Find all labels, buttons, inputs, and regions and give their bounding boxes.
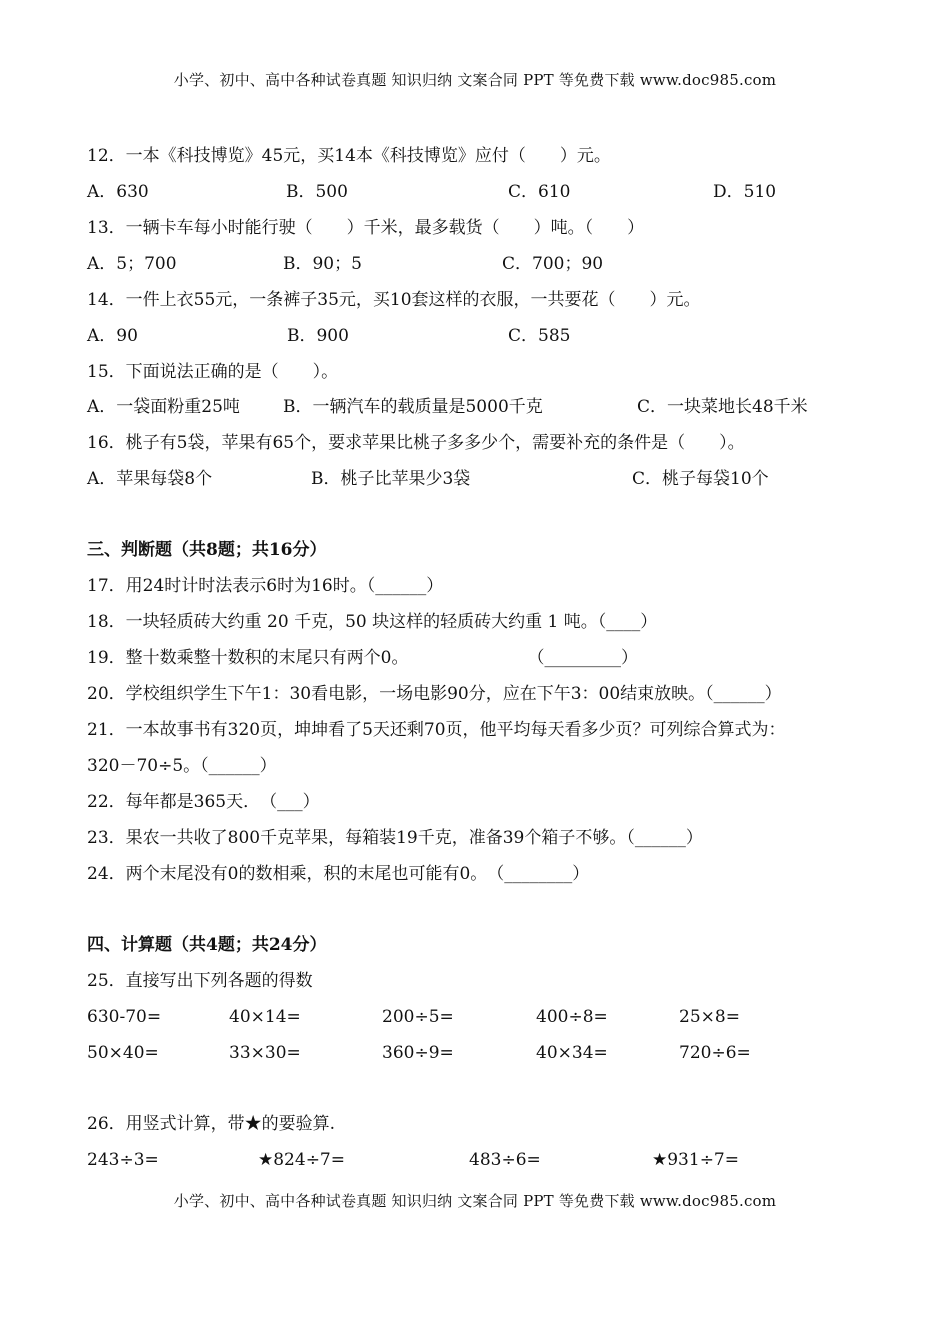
question-13-option-c: C．700；90 [502,254,604,274]
question-12-option-b: B．500 [286,182,348,202]
calc-cell: 360÷9= [382,1043,454,1063]
question-14-stem: 14．一件上衣55元，一条裤子35元，买10套这样的衣服，一共要花（ ）元。 [87,290,701,310]
calc-cell: 40×34= [536,1043,608,1063]
question-16-stem: 16．桃子有5袋，苹果有65个，要求苹果比桃子多多少个，需要补充的条件是（ ）。 [87,433,745,453]
question-17: 17．用24时计时法表示6时为16时。（______） [87,576,444,596]
question-15-option-b: B．一辆汽车的载质量是5000千克 [283,397,543,417]
question-13-option-a: A．5；700 [87,254,177,274]
calc-cell: 720÷6= [679,1043,751,1063]
question-13-option-b: B．90；5 [283,254,362,274]
calc-cell: 400÷8= [536,1007,608,1027]
section-3-title: 三、判断题（共8题；共16分） [87,540,327,560]
section-4-title: 四、计算题（共4题；共24分） [87,935,327,955]
question-19: 19．整十数乘整十数积的末尾只有两个0。 （_________） [87,648,638,668]
question-12-option-a: A．630 [87,182,149,202]
question-15-option-c: C．一块菜地长48千米 [637,397,808,417]
question-16-option-c: C．桃子每袋10个 [632,469,769,489]
calc-cell: 50×40= [87,1043,159,1063]
question-14-option-a: A．90 [87,326,138,346]
calc-cell: 630-70= [87,1007,162,1027]
question-18: 18．一块轻质砖大约重 20 千克，50 块这样的轻质砖大约重 1 吨。（____） [87,612,658,632]
question-22: 22．每年都是365天． （___） [87,792,320,812]
question-25-stem: 25．直接写出下列各题的得数 [87,971,313,991]
calc-cell: 200÷5= [382,1007,454,1027]
vertical-calc-cell: 483÷6= [469,1150,541,1170]
question-20: 20．学校组织学生下午1：30看电影，一场电影90分，应在下午3：00结束放映。（______） [87,684,782,704]
calc-cell: 25×8= [679,1007,740,1027]
calc-cell: 40×14= [229,1007,301,1027]
question-16-option-a: A．苹果每袋8个 [87,469,213,489]
question-14-option-c: C．585 [508,326,571,346]
question-21-line-1: 21．一本故事书有320页，坤坤看了5天还剩70页，他平均每天看多少页？可列综合算式为： [87,720,786,740]
question-12-stem: 12．一本《科技博览》45元，买14本《科技博览》应付（ ）元。 [87,146,611,166]
question-12-option-d: D．510 [713,182,777,202]
vertical-calc-cell: 243÷3= [87,1150,159,1170]
question-23: 23．果农一共收了800千克苹果，每箱装19千克，准备39个箱子不够。（______） [87,828,703,848]
question-14-option-b: B．900 [287,326,349,346]
calc-cell: 33×30= [229,1043,301,1063]
page-header: 小学、初中、高中各种试卷真题 知识归纳 文案合同 PPT 等免费下载 www.doc985.com [173,71,777,89]
page-footer: 小学、初中、高中各种试卷真题 知识归纳 文案合同 PPT 等免费下载 www.doc985.com [173,1192,777,1210]
question-16-option-b: B．桃子比苹果少3袋 [311,469,471,489]
question-15-stem: 15．下面说法正确的是（ ）。 [87,362,339,382]
vertical-calc-cell: ★824÷7= [258,1150,345,1170]
question-12-option-c: C．610 [508,182,571,202]
vertical-calc-cell: ★931÷7= [652,1150,739,1170]
question-24: 24．两个末尾没有0的数相乘，积的末尾也可能有0。 （________） [87,864,590,884]
question-26-stem: 26．用竖式计算，带★的要验算. [87,1114,336,1134]
question-13-stem: 13．一辆卡车每小时能行驶（ ）千米，最多载货（ ）吨。（ ） [87,218,645,238]
question-21-line-2: 320－70÷5。（______） [87,756,277,776]
question-15-option-a: A．一袋面粉重25吨 [87,397,240,417]
